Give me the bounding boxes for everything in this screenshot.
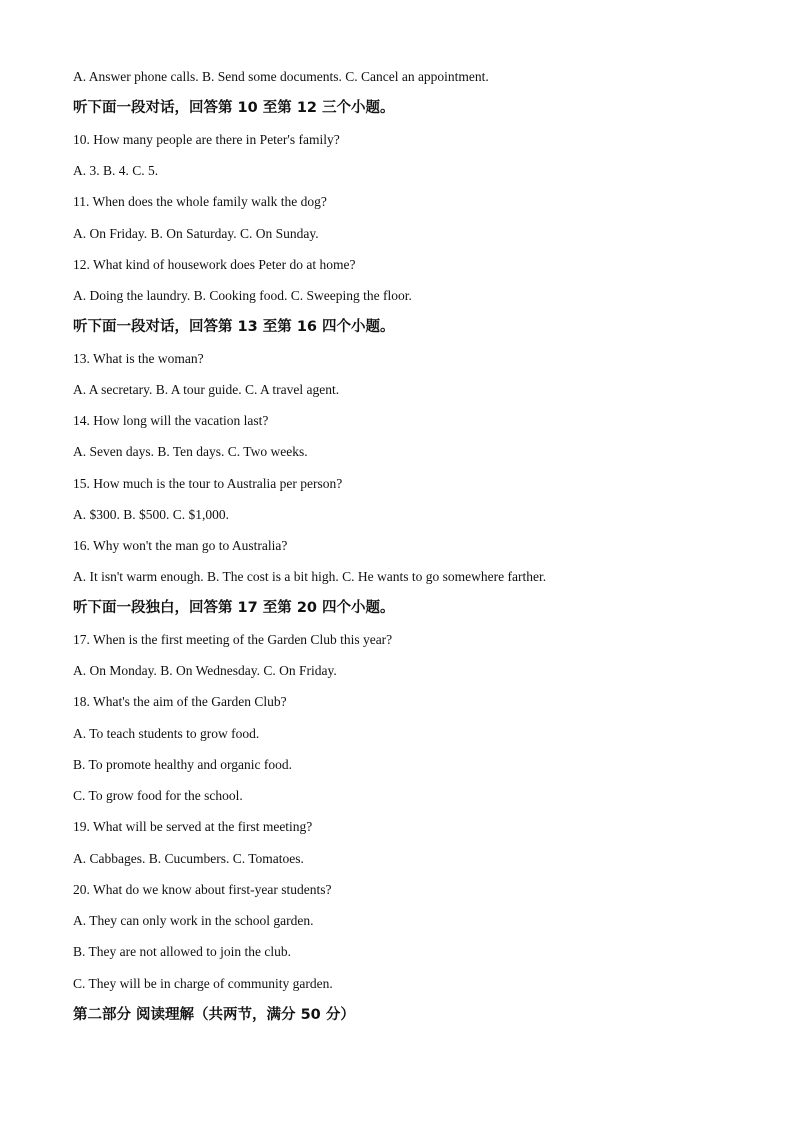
answer-option-q20-a: A. They can only work in the school garden. [73, 913, 314, 928]
question-18: 18. What's the aim of the Garden Club? [73, 694, 287, 709]
answer-options-q16: A. It isn't warm enough. B. The cost is a bit high. C. He wants to go somewhere farther. [73, 569, 547, 584]
question-10: 10. How many people are there in Peter's family? [73, 132, 340, 147]
question-12: 12. What kind of housework does Peter do at home? [73, 257, 356, 272]
section-heading-q13-16: 听下面一段对话，回答第 13 至第 16 四个小题。 [73, 319, 395, 335]
question-15: 15. How much is the tour to Australia per person? [73, 476, 343, 491]
answer-option-q18-c: C. To grow food for the school. [73, 788, 243, 803]
question-17: 17. When is the first meeting of the Garden Club this year? [73, 632, 393, 647]
answer-options-q11: A. On Friday. B. On Saturday. C. On Sunday. [73, 226, 319, 241]
section-heading-q10-12: 听下面一段对话，回答第 10 至第 12 三个小题。 [73, 100, 395, 116]
answer-options-q12: A. Doing the laundry. B. Cooking food. C. Sweeping the floor. [73, 288, 412, 303]
question-11: 11. When does the whole family walk the dog? [73, 194, 327, 209]
answer-option-q20-c: C. They will be in charge of community garden. [73, 976, 333, 991]
answer-option-q20-b: B. They are not allowed to join the club. [73, 944, 291, 959]
answer-options-q19: A. Cabbages. B. Cucumbers. C. Tomatoes. [73, 851, 304, 866]
answer-options-q13: A. A secretary. B. A tour guide. C. A travel agent. [73, 382, 340, 397]
answer-options-q14: A. Seven days. B. Ten days. C. Two weeks. [73, 444, 308, 459]
question-20: 20. What do we know about first-year students? [73, 882, 332, 897]
section-heading-q17-20: 听下面一段独白，回答第 17 至第 20 四个小题。 [73, 600, 395, 616]
answer-options-q10: A. 3. B. 4. C. 5. [73, 163, 159, 178]
answer-option-q18-a: A. To teach students to grow food. [73, 726, 260, 741]
answer-options-q17: A. On Monday. B. On Wednesday. C. On Friday. [73, 663, 337, 678]
part-two-heading: 第二部分 阅读理解（共两节，满分 50 分） [73, 1007, 355, 1023]
question-14: 14. How long will the vacation last? [73, 413, 269, 428]
answer-option-q18-b: B. To promote healthy and organic food. [73, 757, 293, 772]
question-16: 16. Why won't the man go to Australia? [73, 538, 288, 553]
answer-options-q15: A. $300. B. $500. C. $1,000. [73, 507, 230, 522]
answer-options-q9: A. Answer phone calls. B. Send some documents. C. Cancel an appointment. [73, 69, 489, 84]
question-19: 19. What will be served at the first meeting? [73, 819, 313, 834]
question-13: 13. What is the woman? [73, 351, 204, 366]
